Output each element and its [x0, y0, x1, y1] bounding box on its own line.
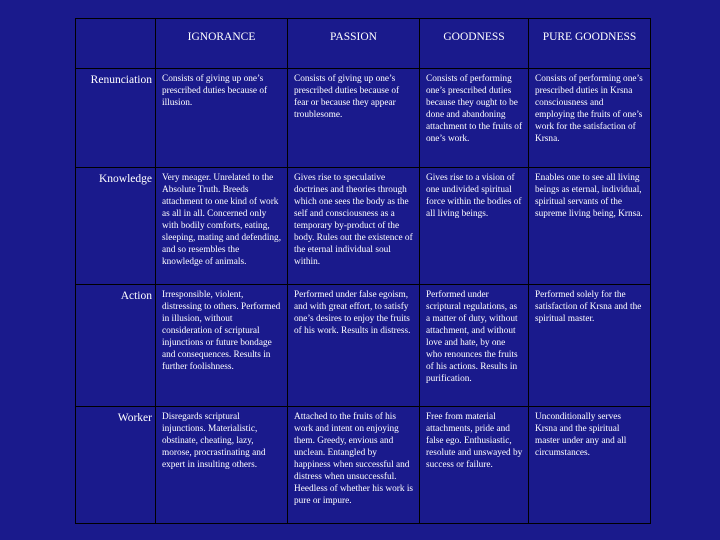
cell-knowledge-goodness: Gives rise to a vision of one undivided spiritual force within the bodies of all living beings.	[420, 168, 529, 285]
column-header-pure-goodness: PURE GOODNESS	[529, 19, 651, 69]
cell-action-pure-goodness: Performed solely for the satisfaction of Krsna and the spiritual master.	[529, 285, 651, 407]
table-row-knowledge	[76, 168, 651, 285]
column-header-passion: PASSION	[288, 19, 420, 69]
cell-renunciation-goodness: Consists of performing one’s prescribed duties because they ought to be done and abandoning attachment to the fruits of one’s work.	[420, 69, 529, 168]
row-header-renunciation: Renunciation	[76, 69, 156, 168]
row-header-worker: Worker	[76, 407, 156, 524]
cell-action-ignorance: Irresponsible, violent, distressing to others. Performed in illusion, without consideration of scriptural injunctions or future bondage and consequences. Results in further foolishness.	[156, 285, 288, 407]
cell-renunciation-pure-goodness: Consists of performing one’s prescribed duties in Krsna consciousness and employing the fruits of one’s work for the satisfaction of Krsna.	[529, 69, 651, 168]
column-header-goodness: GOODNESS	[420, 19, 529, 69]
table-row-worker	[76, 407, 651, 524]
header-row	[76, 19, 651, 69]
cell-action-passion: Performed under false egoism, and with great effort, to satisfy one’s desires to enjoy the fruits of his work. Results in distress.	[288, 285, 420, 407]
cell-renunciation-passion: Consists of giving up one’s prescribed duties because of fear or because they appear troublesome.	[288, 69, 420, 168]
cell-worker-goodness: Free from material attachments, pride and false ego. Enthusiastic, resolute and unswayed by success or failure.	[420, 407, 529, 524]
cell-knowledge-ignorance: Very meager. Unrelated to the Absolute Truth. Breeds attachment to one kind of work as all in all. Concerned only with bodily comforts, eating, sleeping, mating and defending, and so resembles the knowledge of animals.	[156, 168, 288, 285]
table-row-action	[76, 285, 651, 407]
modes-of-nature-table	[75, 18, 651, 524]
row-header-action: Action	[76, 285, 156, 407]
cell-knowledge-pure-goodness: Enables one to see all living beings as eternal, individual, spiritual servants of the supreme living being, Krnsa.	[529, 168, 651, 285]
cell-worker-ignorance: Disregards scriptural injunctions. Materialistic, obstinate, cheating, lazy, morose, procrastinating and expert in insulting others.	[156, 407, 288, 524]
cell-renunciation-ignorance: Consists of giving up one’s prescribed duties because of illusion.	[156, 69, 288, 168]
row-header-knowledge: Knowledge	[76, 168, 156, 285]
cell-worker-passion: Attached to the fruits of his work and intent on enjoying them. Greedy, envious and unclean. Entangled by happiness when successful and distress when unsuccessful. Heedless of whether his work is pure or impure.	[288, 407, 420, 524]
cell-worker-pure-goodness: Unconditionally serves Krsna and the spiritual master under any and all circumstances.	[529, 407, 651, 524]
cell-action-goodness: Performed under scriptural regulations, as a matter of duty, without attachment, and without love and hate, by one who renounces the fruits of his actions. Results in purification.	[420, 285, 529, 407]
corner-cell	[76, 19, 156, 69]
cell-knowledge-passion: Gives rise to speculative doctrines and theories through which one sees the body as the self and consciousness as a temporary by-product of the body. Rules out the existence of the eternal individual soul within.	[288, 168, 420, 285]
column-header-ignorance: IGNORANCE	[156, 19, 288, 69]
table-row-renunciation	[76, 69, 651, 168]
